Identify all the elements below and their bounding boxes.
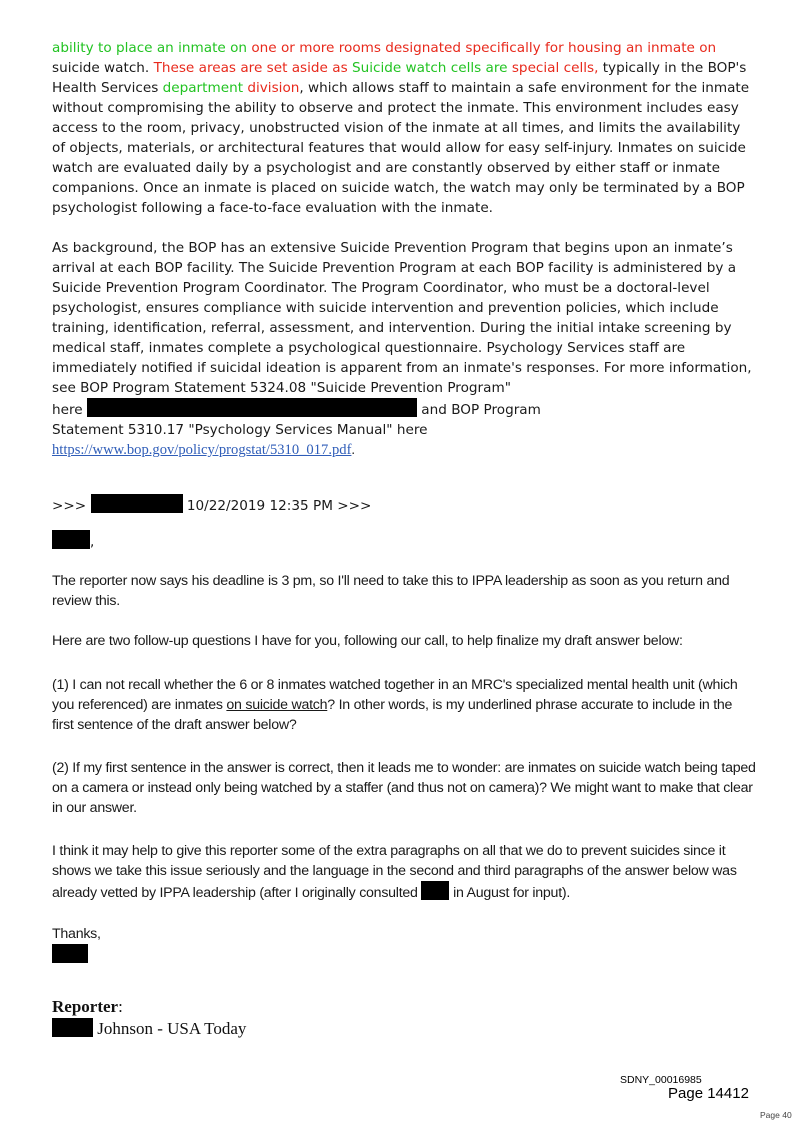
email-paragraph-5 [52,841,757,903]
body-text: As background, the BOP has an extensive Suicide Prevention Program that begins upon an inmate’s arrival at each BOP facility. The Suicide Prevention Program at each BOP facility is administered by a Suicide Prevention Program Coordinator. The Program Coordinator, who must be a doctoral-level psychologist, ensures compliance with suicide intervention and prevention policies, which include training, identification, referral, assessment, and intervention. During the initial intake screening by medical staff, inmates complete a psychological questionnaire. Psychology Services staff are immediately notified if suicidal ideation is apparent from an inmate's responses. For more information, see BOP Program Statement 5324.08 "Suicide Prevention Program" [52,240,752,396]
redaction-block [52,944,88,963]
body-text: typically in the BOP's Health Services [52,60,747,96]
email-paragraph-1: The reporter now says his deadline is 3 pm, so I'll need to take this to IPPA leadership as soon as you return and review this. [52,573,730,609]
email-paragraph-3 [52,675,757,735]
answer-paragraph-2 [52,238,757,460]
email-datetime: 10/22/2019 12:35 PM >>> [186,498,372,514]
body-text: suicide watch. [52,60,154,76]
closing: Thanks, [52,926,101,942]
bates-number: SDNY_00016985 [620,1074,702,1086]
quote-marker: >>> [52,498,87,514]
redaction-block [52,530,90,549]
body-text: here [52,402,83,418]
policy-link[interactable]: https://www.bop.gov/policy/progstat/5310_017.pdf [52,442,352,458]
body-text: I think it may help to give this reporter some of the extra paragraphs on all that we do to prevent suicides since it shows we take this issue seriously and the language in the second and third paragraphs of the answer below was already vetted by IPPA leadership (after I originally consulted [52,843,737,901]
page-number-small: Page 40 [760,1110,792,1120]
body-text: , which allows staff to maintain a safe environment for the inmate without compromising the ability to observe and protect the inmate. This environment includes easy access to the room, privacy, unobstructed vision of the inmate at all times, and limits the availability of objects, materials, or architectural features that would allow for easy self-injury. Inmates on suicide watch are evaluated daily by a psychologist and are constantly observed by either staff or inmate companions. Once an inmate is placed on suicide watch, the watch may only be terminated by a BOP psychologist following a face-to-face evaluation with the inmate. [52,80,750,216]
redaction-block [87,398,417,417]
body-text: Statement 5310.17 "Psychology Services Manual" here [52,422,428,438]
redaction-block [91,494,183,513]
body-text: (1) I can not recall whether the 6 or 8 inmates watched together in an MRC's specialized mental health unit (which you referenced) are inmates [52,677,738,713]
body-text: in August for input). [449,885,571,901]
deleted-text: division [243,80,300,96]
salutation [52,530,757,552]
redaction-block [52,1018,93,1037]
email-header [52,494,757,516]
deleted-text: special cells, [507,60,599,76]
inserted-text: department [162,80,244,96]
reporter-label: Reporter [52,997,119,1016]
redaction-block [421,881,449,900]
reporter-name: Johnson - USA Today [97,1019,247,1038]
body-text: : [118,997,123,1016]
underlined-phrase: on suicide watch [226,697,328,713]
body-text: and BOP Program [421,402,541,418]
email-paragraph-2: Here are two follow-up questions I have for you, following our call, to help finalize my draft answer below: [52,633,683,649]
deleted-text: one or more rooms designated specifically for housing an inmate on [251,40,717,56]
deleted-text: These areas are set aside as [153,60,352,76]
inserted-text: Suicide watch cells are [351,60,508,76]
body-text: . [351,442,355,457]
answer-paragraph-1 [52,38,757,218]
email-paragraph-4: (2) If my first sentence in the answer is correct, then it leads me to wonder: are inmates on suicide watch being taped on a camera or instead only being watched by a staffer (and thus not on camera)? We might want to make that clear in our answer. [52,760,756,816]
body-text: ? In other words, is my underlined phrase accurate to include in the first sentence of the draft answer below? [52,697,733,733]
reporter-label-line [52,997,123,1017]
reporter-name-line [52,1018,246,1040]
page-number: Page 14412 [668,1085,749,1102]
inserted-text: ability to place an inmate on [52,40,252,56]
body-text: , [90,534,95,550]
